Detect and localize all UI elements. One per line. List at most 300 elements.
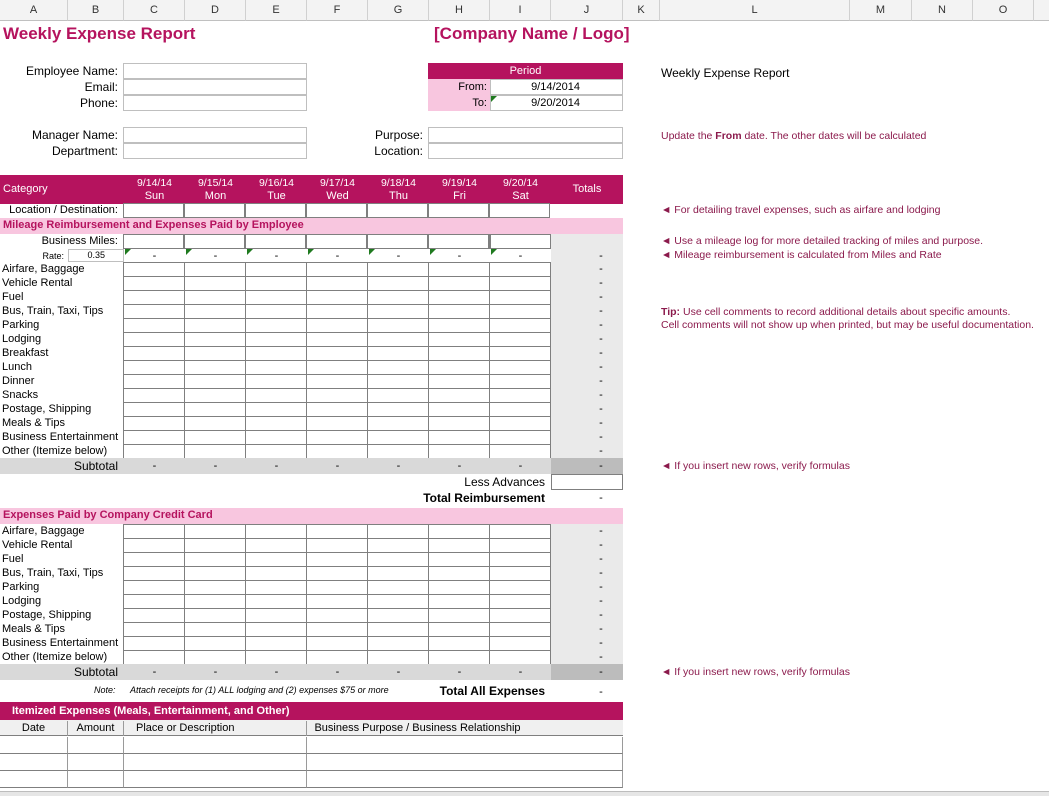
card-expense-amount-cell[interactable] — [123, 552, 185, 567]
itemized-cell[interactable] — [124, 771, 307, 788]
employee-expense-amount-cell[interactable] — [306, 416, 368, 431]
employee-expense-row-label: Airfare, Baggage — [2, 263, 85, 275]
employee-expense-amount-cell[interactable] — [184, 444, 246, 459]
card-expense-amount-cell[interactable] — [245, 608, 307, 623]
employee-expense-amount-cell[interactable] — [306, 444, 368, 459]
employee-expense-amount-cell[interactable] — [123, 416, 185, 431]
business-miles-cell-3[interactable] — [306, 234, 367, 249]
email-label: Email: — [84, 80, 118, 94]
column-header-k[interactable]: K — [623, 0, 660, 21]
card-expense-row-label: Other (Itemize below) — [2, 651, 108, 663]
employee-expense-amount-cell[interactable] — [489, 388, 551, 403]
card-expense-amount-cell[interactable] — [306, 580, 368, 595]
employee-expense-amount-cell[interactable] — [428, 290, 490, 305]
card-expense-amount-cell[interactable] — [184, 622, 246, 637]
employee-expense-amount-cell[interactable] — [489, 402, 551, 417]
business-miles-cell-0[interactable] — [123, 234, 184, 249]
employee-expense-amount-cell[interactable] — [367, 262, 429, 277]
card-expense-amount-cell[interactable] — [428, 608, 490, 623]
card-expense-row-total: - — [599, 651, 603, 663]
card-expense-amount-cell[interactable] — [123, 608, 185, 623]
employee-expense-amount-cell[interactable] — [123, 332, 185, 347]
employee-expense-amount-cell[interactable] — [184, 304, 246, 319]
employee-expense-amount-cell[interactable] — [306, 430, 368, 445]
card-expense-row-label: Lodging — [2, 595, 42, 607]
employee-expense-amount-cell[interactable] — [184, 402, 246, 417]
employee-expense-amount-cell[interactable] — [489, 262, 551, 277]
employee-expense-amount-cell[interactable] — [367, 290, 429, 305]
day-date-4: 9/18/14 — [380, 177, 417, 189]
card-expense-row-total: - — [599, 595, 603, 607]
employee-expense-amount-cell[interactable] — [367, 374, 429, 389]
employee-expense-amount-cell[interactable] — [123, 444, 185, 459]
employee-expense-amount-cell[interactable] — [428, 262, 490, 277]
column-header-b[interactable]: B — [68, 0, 124, 21]
employee-expense-row-total: - — [599, 333, 603, 345]
employee-expense-amount-cell[interactable] — [367, 430, 429, 445]
employee-expense-amount-cell[interactable] — [367, 416, 429, 431]
card-expense-amount-cell[interactable] — [184, 636, 246, 651]
card-expense-amount-cell[interactable] — [489, 524, 551, 539]
department-label: Department: — [51, 144, 118, 158]
employee-expense-amount-cell[interactable] — [184, 430, 246, 445]
itemized-col-0: Date — [0, 721, 68, 736]
employee-expense-amount-cell[interactable] — [428, 388, 490, 403]
employee-expense-amount-cell[interactable] — [489, 304, 551, 319]
card-expense-row-total: - — [599, 553, 603, 565]
card-expense-amount-cell[interactable] — [428, 580, 490, 595]
employee-expense-amount-cell[interactable] — [306, 388, 368, 403]
employee-expense-amount-cell[interactable] — [184, 290, 246, 305]
day-date-6: 9/20/14 — [502, 177, 539, 189]
employee-expense-amount-cell[interactable] — [123, 304, 185, 319]
employee-expense-amount-cell[interactable] — [123, 262, 185, 277]
employee-expense-row-label: Dinner — [2, 375, 35, 387]
day-name-5: Fri — [453, 190, 466, 202]
note-update-date: Update the From date. The other dates will be calculated — [661, 130, 927, 142]
employee-expense-amount-cell[interactable] — [428, 374, 490, 389]
card-expense-amount-cell[interactable] — [123, 580, 185, 595]
business-miles-label: Business Miles: — [41, 235, 118, 247]
card-expense-amount-cell[interactable] — [123, 538, 185, 553]
employee-expense-amount-cell[interactable] — [245, 360, 307, 375]
card-expense-amount-cell[interactable] — [367, 594, 429, 609]
employee-expense-amount-cell[interactable] — [367, 276, 429, 291]
card-expense-amount-cell[interactable] — [489, 608, 551, 623]
employee-expense-amount-cell[interactable] — [367, 388, 429, 403]
location-destination-cell-4[interactable] — [367, 203, 428, 218]
employee-expense-row-label: Lunch — [2, 361, 32, 373]
employee-expense-amount-cell[interactable] — [245, 290, 307, 305]
location-destination-cell-6[interactable] — [489, 203, 550, 218]
card-expense-amount-cell[interactable] — [245, 566, 307, 581]
card-expense-amount-cell[interactable] — [245, 552, 307, 567]
card-expense-amount-cell[interactable] — [184, 650, 246, 665]
employee-expense-amount-cell[interactable] — [428, 304, 490, 319]
card-expense-amount-cell[interactable] — [123, 594, 185, 609]
card-expense-amount-cell[interactable] — [367, 538, 429, 553]
card-expense-amount-cell[interactable] — [367, 566, 429, 581]
location-destination-cell-3[interactable] — [306, 203, 367, 218]
employee-expense-amount-cell[interactable] — [184, 374, 246, 389]
employee-expense-amount-cell[interactable] — [123, 276, 185, 291]
employee-expense-amount-cell[interactable] — [184, 388, 246, 403]
location-destination-cell-5[interactable] — [428, 203, 489, 218]
day-name-4: Thu — [389, 190, 408, 202]
card-expense-amount-cell[interactable] — [428, 524, 490, 539]
card-expense-amount-cell[interactable] — [306, 552, 368, 567]
itemized-header: Itemized Expenses (Meals, Entertainment, and Other) — [0, 702, 623, 720]
comment-indicator-icon — [186, 249, 192, 255]
employee-expense-amount-cell[interactable] — [489, 444, 551, 459]
comment-indicator-icon — [430, 249, 436, 255]
note-tip-2: Cell comments will not show up when printed, but may be useful documentation. — [661, 319, 1034, 331]
comment-indicator-icon — [308, 249, 314, 255]
period-header: Period — [428, 63, 623, 79]
employee-expense-amount-cell[interactable] — [489, 276, 551, 291]
card-expense-amount-cell[interactable] — [428, 622, 490, 637]
card-expense-amount-cell[interactable] — [245, 538, 307, 553]
employee-expense-amount-cell[interactable] — [123, 360, 185, 375]
itemized-cell[interactable] — [307, 737, 623, 754]
card-expense-amount-cell[interactable] — [367, 650, 429, 665]
employee-expense-amount-cell[interactable] — [489, 360, 551, 375]
employee-expense-amount-cell[interactable] — [489, 318, 551, 333]
card-expense-amount-cell[interactable] — [367, 524, 429, 539]
day-name-0: Sun — [144, 190, 165, 202]
employee-expense-amount-cell[interactable] — [245, 262, 307, 277]
card-expense-amount-cell[interactable] — [184, 524, 246, 539]
employee-expense-row-label: Parking — [2, 319, 40, 331]
card-expense-amount-cell[interactable] — [306, 538, 368, 553]
itemized-cell[interactable] — [124, 754, 307, 771]
card-expense-amount-cell[interactable] — [428, 552, 490, 567]
sheet-tab-strip — [0, 791, 1049, 796]
itemized-cell[interactable] — [0, 771, 68, 788]
card-subtotal-value: - — [152, 666, 157, 678]
card-expense-amount-cell[interactable] — [123, 636, 185, 651]
mileage-amount-2: - — [246, 250, 307, 263]
employee-name-label: Employee Name: — [25, 64, 118, 78]
card-expense-amount-cell[interactable] — [489, 552, 551, 567]
card-expense-amount-cell[interactable] — [367, 552, 429, 567]
card-expense-amount-cell[interactable] — [245, 524, 307, 539]
employee-expense-amount-cell[interactable] — [123, 290, 185, 305]
employee-expense-amount-cell[interactable] — [367, 304, 429, 319]
card-expense-amount-cell[interactable] — [123, 650, 185, 665]
card-expense-amount-cell[interactable] — [367, 580, 429, 595]
employee-expense-amount-cell[interactable] — [306, 276, 368, 291]
section-company-card-header: Expenses Paid by Company Credit Card — [0, 508, 623, 524]
employee-expense-row-total: - — [599, 375, 603, 387]
employee-expense-amount-cell[interactable] — [123, 430, 185, 445]
business-miles-cell-4[interactable] — [367, 234, 428, 249]
period-from-input[interactable]: 9/14/2014 — [490, 79, 623, 95]
card-expense-amount-cell[interactable] — [428, 594, 490, 609]
employee-expense-amount-cell[interactable] — [367, 346, 429, 361]
itemized-cell[interactable] — [68, 771, 124, 788]
employee-expense-amount-cell[interactable] — [367, 444, 429, 459]
employee-expense-amount-cell[interactable] — [184, 346, 246, 361]
column-header-f[interactable]: F — [307, 0, 368, 21]
card-expense-amount-cell[interactable] — [428, 538, 490, 553]
column-header-n[interactable]: N — [912, 0, 973, 21]
employee-expense-amount-cell[interactable] — [306, 318, 368, 333]
email-input[interactable] — [123, 79, 307, 95]
card-expense-row-total: - — [599, 539, 603, 551]
day-name-3: Wed — [326, 190, 349, 202]
employee-expense-amount-cell[interactable] — [245, 318, 307, 333]
employee-expense-row-total: - — [599, 389, 603, 401]
report-title: Weekly Expense Report — [3, 24, 196, 43]
employee-expense-amount-cell[interactable] — [489, 332, 551, 347]
employee-expense-amount-cell[interactable] — [245, 276, 307, 291]
employee-expense-amount-cell[interactable] — [367, 360, 429, 375]
employee-expense-amount-cell[interactable] — [428, 360, 490, 375]
employee-expense-amount-cell[interactable] — [245, 416, 307, 431]
employee-expense-amount-cell[interactable] — [306, 346, 368, 361]
card-expense-row-total: - — [599, 581, 603, 593]
employee-name-input[interactable] — [123, 63, 307, 79]
column-header-g[interactable]: G — [368, 0, 429, 21]
employee-expense-amount-cell[interactable] — [245, 304, 307, 319]
employee-expense-amount-cell[interactable] — [428, 318, 490, 333]
comment-indicator-icon — [369, 249, 375, 255]
employee-expense-amount-cell[interactable] — [245, 346, 307, 361]
itemized-cell[interactable] — [124, 737, 307, 754]
card-expense-amount-cell[interactable] — [245, 594, 307, 609]
note-tip: Tip: Use cell comments to record additional details about specific amounts. — [661, 306, 1011, 318]
employee-expense-amount-cell[interactable] — [306, 304, 368, 319]
location-destination-cell-2[interactable] — [245, 203, 306, 218]
employee-expense-amount-cell[interactable] — [428, 346, 490, 361]
period-to-label: To: — [428, 95, 490, 111]
itemized-cell[interactable] — [307, 771, 623, 788]
location-label: Location: — [374, 144, 423, 158]
employee-expense-amount-cell[interactable] — [428, 332, 490, 347]
employee-expense-amount-cell[interactable] — [123, 346, 185, 361]
employee-expense-amount-cell[interactable] — [306, 262, 368, 277]
business-miles-sat-cell[interactable] — [490, 234, 551, 249]
card-expense-amount-cell[interactable] — [306, 636, 368, 651]
card-expense-amount-cell[interactable] — [123, 524, 185, 539]
employee-expense-row-label: Business Entertainment — [2, 431, 119, 443]
employee-expense-amount-cell[interactable] — [184, 276, 246, 291]
employee-expense-row-total: - — [599, 403, 603, 415]
employee-expense-amount-cell[interactable] — [428, 402, 490, 417]
location-input[interactable] — [428, 143, 623, 159]
employee-expense-amount-cell[interactable] — [428, 430, 490, 445]
employee-expense-amount-cell[interactable] — [306, 290, 368, 305]
employee-expense-amount-cell[interactable] — [184, 416, 246, 431]
card-expense-amount-cell[interactable] — [489, 650, 551, 665]
employee-expense-amount-cell[interactable] — [245, 332, 307, 347]
employee-expense-row-total: - — [599, 291, 603, 303]
card-subtotal-value: - — [599, 666, 603, 678]
card-expense-amount-cell[interactable] — [184, 580, 246, 595]
employee-expense-amount-cell[interactable] — [123, 318, 185, 333]
column-header-o[interactable]: O — [973, 0, 1034, 21]
employee-expense-amount-cell[interactable] — [367, 332, 429, 347]
location-destination-cell-0[interactable] — [123, 203, 184, 218]
card-expense-amount-cell[interactable] — [367, 622, 429, 637]
card-expense-amount-cell[interactable] — [428, 650, 490, 665]
note-mileage-calc: ◄ Mileage reimbursement is calculated from Miles and Rate — [661, 249, 942, 261]
column-header-j[interactable]: J — [551, 0, 623, 21]
card-expense-amount-cell[interactable] — [367, 608, 429, 623]
column-header-d[interactable]: D — [185, 0, 246, 21]
card-expense-amount-cell[interactable] — [184, 594, 246, 609]
purpose-input[interactable] — [428, 127, 623, 143]
employee-expense-amount-cell[interactable] — [123, 388, 185, 403]
card-expense-amount-cell[interactable] — [306, 622, 368, 637]
card-expense-amount-cell[interactable] — [184, 552, 246, 567]
employee-expense-amount-cell[interactable] — [306, 402, 368, 417]
card-expense-amount-cell[interactable] — [489, 594, 551, 609]
itemized-cell[interactable] — [0, 737, 68, 754]
card-expense-amount-cell[interactable] — [123, 566, 185, 581]
column-header-c[interactable]: C — [124, 0, 185, 21]
mileage-amount-0: - — [124, 250, 185, 263]
side-title: Weekly Expense Report — [661, 66, 790, 80]
employee-expense-amount-cell[interactable] — [306, 374, 368, 389]
card-expense-amount-cell[interactable] — [306, 594, 368, 609]
employee-expense-amount-cell[interactable] — [489, 416, 551, 431]
mileage-total: - — [599, 250, 603, 262]
employee-expense-amount-cell[interactable] — [428, 416, 490, 431]
employee-expense-amount-cell[interactable] — [489, 430, 551, 445]
column-header-m[interactable]: M — [850, 0, 912, 21]
column-header-a[interactable]: A — [0, 0, 68, 21]
employee-expense-row-total: - — [599, 431, 603, 443]
location-destination-label: Location / Destination: — [9, 204, 118, 216]
employee-subtotal-label: Subtotal — [73, 459, 118, 473]
purpose-label: Purpose: — [374, 128, 423, 142]
card-expense-amount-cell[interactable] — [489, 636, 551, 651]
employee-expense-amount-cell[interactable] — [245, 374, 307, 389]
employee-expense-amount-cell[interactable] — [245, 444, 307, 459]
phone-input[interactable] — [123, 95, 307, 111]
mileage-amount-1: - — [185, 250, 246, 263]
rate-label: Rate: — [42, 251, 64, 261]
card-expense-row-total: - — [599, 623, 603, 635]
card-expense-amount-cell[interactable] — [245, 650, 307, 665]
employee-expense-amount-cell[interactable] — [245, 402, 307, 417]
employee-expense-row-total: - — [599, 263, 603, 275]
employee-expense-amount-cell[interactable] — [489, 290, 551, 305]
card-expense-amount-cell[interactable] — [367, 636, 429, 651]
location-destination-cell-1[interactable] — [184, 203, 245, 218]
column-header-l[interactable]: L — [660, 0, 850, 21]
card-subtotal-value: - — [335, 666, 340, 678]
employee-subtotal-value: - — [518, 460, 523, 472]
card-expense-amount-cell[interactable] — [245, 580, 307, 595]
itemized-cell[interactable] — [0, 754, 68, 771]
expense-table-header — [0, 175, 623, 204]
card-expense-amount-cell[interactable] — [489, 580, 551, 595]
employee-expense-row-label: Other (Itemize below) — [2, 445, 108, 457]
card-expense-amount-cell[interactable] — [184, 608, 246, 623]
comment-indicator-icon — [491, 249, 497, 255]
employee-expense-amount-cell[interactable] — [367, 318, 429, 333]
note-insert-rows-1: ◄ If you insert new rows, verify formulas — [661, 460, 850, 472]
less-advances-label: Less Advances — [464, 475, 545, 489]
manager-name-input[interactable] — [123, 127, 307, 143]
card-expense-amount-cell[interactable] — [245, 622, 307, 637]
card-expense-amount-cell[interactable] — [123, 622, 185, 637]
note-travel: ◄ For detailing travel expenses, such as airfare and lodging — [661, 204, 941, 216]
day-date-5: 9/19/14 — [441, 177, 478, 189]
rate-input[interactable]: 0.35 — [68, 249, 124, 262]
employee-expense-amount-cell[interactable] — [428, 444, 490, 459]
card-expense-row-label: Bus, Train, Taxi, Tips — [2, 567, 104, 579]
card-subtotal-value: - — [396, 666, 401, 678]
employee-expense-row-total: - — [599, 277, 603, 289]
card-expense-amount-cell[interactable] — [306, 650, 368, 665]
employee-expense-row-total: - — [599, 361, 603, 373]
itemized-cell[interactable] — [68, 737, 124, 754]
card-expense-row-total: - — [599, 637, 603, 649]
employee-expense-amount-cell[interactable] — [184, 318, 246, 333]
card-expense-amount-cell[interactable] — [306, 566, 368, 581]
employee-expense-amount-cell[interactable] — [184, 332, 246, 347]
employee-expense-amount-cell[interactable] — [428, 276, 490, 291]
card-expense-amount-cell[interactable] — [489, 622, 551, 637]
note-mileage-log: ◄ Use a mileage log for more detailed tracking of miles and purpose. — [661, 235, 984, 247]
business-miles-cell-2[interactable] — [245, 234, 306, 249]
column-header-e[interactable]: E — [246, 0, 307, 21]
employee-expense-row-total: - — [599, 347, 603, 359]
card-subtotal-value: - — [457, 666, 462, 678]
card-expense-amount-cell[interactable] — [428, 566, 490, 581]
card-expense-row-label: Airfare, Baggage — [2, 525, 85, 537]
column-header-h[interactable]: H — [429, 0, 490, 21]
employee-expense-amount-cell[interactable] — [184, 262, 246, 277]
card-expense-amount-cell[interactable] — [428, 636, 490, 651]
employee-expense-amount-cell[interactable] — [184, 360, 246, 375]
department-input[interactable] — [123, 143, 307, 159]
card-expense-amount-cell[interactable] — [245, 636, 307, 651]
employee-expense-amount-cell[interactable] — [123, 402, 185, 417]
employee-expense-amount-cell[interactable] — [123, 374, 185, 389]
card-expense-amount-cell[interactable] — [489, 538, 551, 553]
card-expense-amount-cell[interactable] — [306, 524, 368, 539]
employee-expense-row-total: - — [599, 445, 603, 457]
employee-expense-amount-cell[interactable] — [367, 402, 429, 417]
card-expense-row-label: Vehicle Rental — [2, 539, 73, 551]
itemized-cell[interactable] — [307, 754, 623, 771]
column-header-i[interactable]: I — [490, 0, 551, 21]
employee-expense-amount-cell[interactable] — [306, 332, 368, 347]
card-expense-amount-cell[interactable] — [306, 608, 368, 623]
comment-indicator-icon — [125, 249, 131, 255]
card-expense-row-total: - — [599, 567, 603, 579]
footnote-text: Attach receipts for (1) ALL lodging and (2) expenses $75 or more — [130, 685, 389, 695]
card-expense-amount-cell[interactable] — [184, 566, 246, 581]
employee-expense-amount-cell[interactable] — [306, 360, 368, 375]
card-expense-amount-cell[interactable] — [489, 566, 551, 581]
itemized-cell[interactable] — [68, 754, 124, 771]
card-expense-amount-cell[interactable] — [184, 538, 246, 553]
employee-expense-amount-cell[interactable] — [489, 374, 551, 389]
less-advances-input[interactable] — [551, 474, 623, 490]
employee-expense-amount-cell[interactable] — [245, 388, 307, 403]
business-miles-cell-1[interactable] — [184, 234, 245, 249]
business-miles-cell-5[interactable] — [428, 234, 489, 249]
employee-expense-amount-cell[interactable] — [245, 430, 307, 445]
mileage-amount-6: - — [490, 250, 551, 263]
employee-expense-amount-cell[interactable] — [489, 346, 551, 361]
